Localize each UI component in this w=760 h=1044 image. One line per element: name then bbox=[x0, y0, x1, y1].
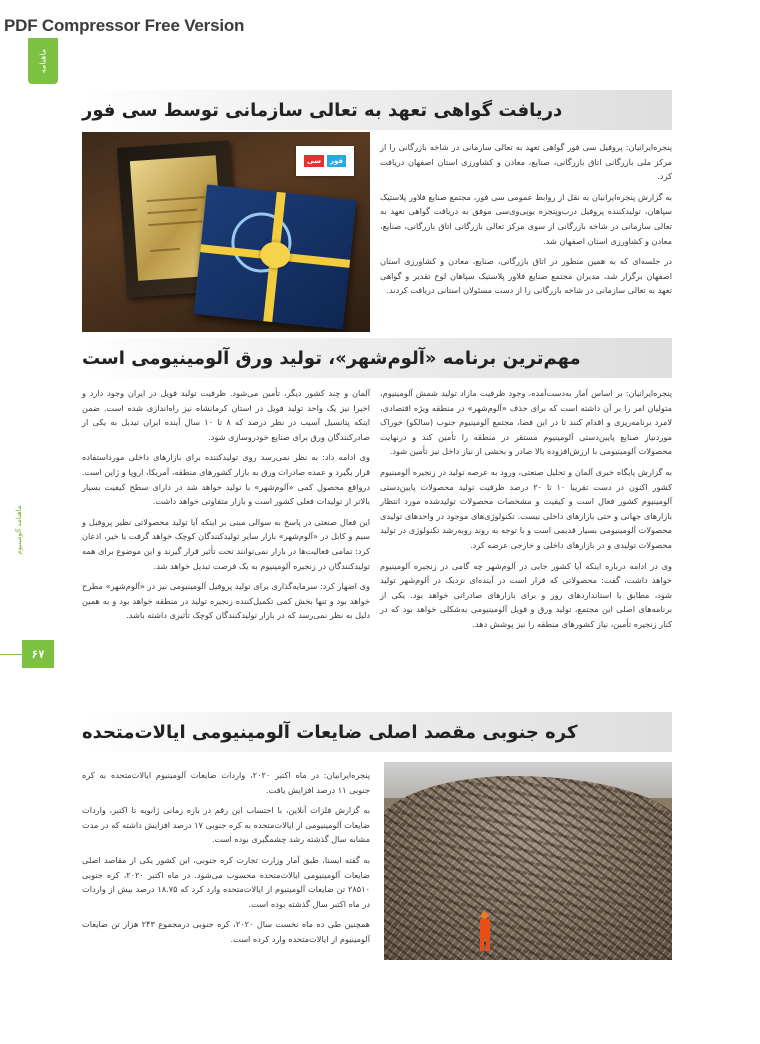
section2-right-column bbox=[380, 386, 672, 638]
paragraph: وی در ادامه درباره اینکه آیا کشور جایی در آلوم‌شهر چه گامی در زنجیره آلومینیوم خواهد داشت، گفت: محصولاتی که قرار است در آینده‌ای نزدیک در آلوم‌شهر تولید شود، مطابق با استانداردهای روز و برای بازارهای صادراتی خواهد بود. یکی از برنامه‌های اصلی این مجتمع، تولید ورق و فویل آلومینیومی به‌شکلی خواهد بود که در کنار زنجیره تأمین، نیاز کشورهای منطقه را نیز پوشش دهد. bbox=[380, 560, 672, 629]
section1-title: دریافت گواهی تعهد به تعالی سازمانی توسط سی فور bbox=[82, 90, 672, 130]
section3-title: کره جنوبی مقصد اصلی ضایعات آلومینیومی ایالات‌متحده bbox=[82, 712, 672, 752]
paragraph: به گزارش فلزات آنلاین، با احتساب این رقم در بازه زمانی ژانویه تا اکتبر، واردات ضایعات آلومینیومی از ایالات‌متحده به کره جنوبی ۱۷ درصد افزایش داشته که در مدت مشابه سال گذشته رشد چشمگیری بوده است. bbox=[82, 805, 370, 845]
side-vertical-label: ماهنامه آلومینیوم bbox=[15, 505, 23, 555]
paragraph: آلمان و چند کشور دیگر، تأمین می‌شود. ظرفیت تولید فویل در ایران وجود دارد و اخیرا نیز یک واحد تولید فویل در استان کرمانشاه نیز راه‌اندازی شده است. ضمن اینکه پتانسیل آسیب در نظر درصد که ۸ تا ۱۰ سال آینده ایران تبدیل به یکی از صادرکنندگان ورق برای صنایع خودروسازی شود. bbox=[82, 388, 371, 442]
page-number: ۶۷ bbox=[22, 640, 54, 668]
section3-body bbox=[82, 768, 370, 953]
paragraph: به گزارش پایگاه خبری آلمان و تحلیل صنعتی، ورود به عرصه تولید در زنجیره آلومینیوم کشور اکنون در دست تقریبا ۱۰ تا ۲۰ درصد ظرفیت تولید محصولات پایین‌دستی آلومینیوم کشور فعال است و کیفیت و مشخصات محصولات تولیدشده مورد انتظار بازارهای جهانی و حتی بازارهای داخلی نیست. تکنولوژی‌های موجود در واحدهای تولیدی محصولات آلومینیومی بسیار قدیمی است و با توجه به روند روبه‌رشد تکنولوژی در تولید محصولات تولیدی و در بازارهای داخلی و خارجی عرضه کرد. bbox=[380, 466, 672, 550]
paragraph: پنجره‌ایرانیان: بر اساس آمار به‌دست‌آمده، وجود ظرفیت مازاد تولید شمش آلومینیوم، متولیان امر را بر آن داشته است که برای حذف «آلوم‌شهر» در منطقه ویژه اقتصادی، لامرد برنامه‌ریزی و اقدام کنند تا در این فضا، مجتمع آلومینیوم جنوب (سالکو) خوراک موردنیاز صنایع پایین‌دستی آلومینیوم مستقر در منطقه را تأمین کند و درنهایت محصولات آلومینیومی با ارزش‌افزوده بالا صادر و بخشی از نیاز داخل نیز تأمین شود. bbox=[380, 388, 672, 457]
watermark-text: PDF Compressor Free Version bbox=[4, 16, 245, 35]
paragraph: به گزارش پنجره‌ایرانیان به نقل از روابط عمومی سی فور، مجتمع صنایع فلاور پلاستیک سپاهان، تولیدکننده پروفیل درب‌وپنجره یو‌پی‌وی‌سی موفق به دریافت گواهی تعهد به تعالی سازمانی در شاخه بازرگانی از سوی مرکز تعالی بازرگانی اتاق بازرگانی، صنایع، معادن و کشاورزی استان اصفهان شد. bbox=[380, 191, 672, 246]
scrap-pile-photo bbox=[384, 762, 672, 960]
brand-logo-part2: فور bbox=[327, 155, 346, 167]
section2-left-column bbox=[82, 386, 370, 629]
section1-body bbox=[380, 140, 672, 304]
paragraph: در جلسه‌ای که به همین منظور در اتاق بازرگانی، صنایع، معادن و کشاورزی استان اصفهان برگزار شد، مدیران مجتمع صنایع فلاور پلاستیک سپاهان لوح تقدیر و گواهی تعهد به تعالی سازمانی در شاخه بازرگانی را از دست مسئولان استانی دریافت کردند. bbox=[380, 256, 672, 296]
brand-logo-part1: سی bbox=[304, 155, 324, 167]
paragraph: پنجره‌ایرانیان: در ماه اکتبر ۲۰۲۰، واردات ضایعات آلومینیوم ایالات‌متحده به کره جنوبی ۱۱ درصد افزایش یافت. bbox=[82, 770, 371, 795]
page-number-rule bbox=[0, 654, 22, 655]
certificate-photo bbox=[82, 132, 370, 332]
paragraph: وی اضهار کرد: سرمایه‌گذاری برای تولید پروفیل آلومینیومی نیز در «آلوم‌شهر» مطرح خواهد بود و تنها بخش کمی تکمیل‌کننده زنجیره تولید در منطقه خواهد بود و به همین دلیل به نظر نمی‌رسد که در بازار تولیدکنندگان کوچک تأثیری داشته باشد. bbox=[82, 581, 370, 621]
section2-title: مهم‌ترین برنامه «آلوم‌شهر»، تولید ورق آلومینیومی است bbox=[82, 338, 672, 378]
paragraph: به گفته ایسنا، طبق آمار وزارت تجارت کره جنوبی، این کشور یکی از مقاصد اصلی ضایعات آلومینیومی ایالات‌متحده محسوب می‌شود. در ماه اکتبر ۲۰۲۰، کره جنوبی ۲۸۵۱۰ تن ضایعات آلومینیوم از ایالات‌متحده وارد کرد که ۱۸.۷۵ درصد بیش از واردات در ماه اکتبر سال گذشته بوده است. bbox=[82, 854, 371, 909]
paragraph: پنجره‌ایرانیان: پروفیل سی فور گواهی تعهد به تعالی سازمانی در شاخه بازرگانی را از مرکز ملی بازرگانی اتاق بازرگانی، صنایع، معادن و کشاورزی استان اصفهان دریافت کرد. bbox=[380, 142, 672, 182]
worker-figure bbox=[480, 912, 490, 952]
side-vertical-text bbox=[14, 430, 24, 630]
side-tab bbox=[28, 38, 58, 84]
side-tab-label: ماهنامه bbox=[38, 48, 48, 74]
gift-folder-image bbox=[194, 185, 357, 330]
paragraph: وی ادامه داد: به نظر نمی‌رسد روی تولیدکننده برای بازارهای داخلی مورداستفاده قرار بگیرد و عمده صادرات ورق به بازار کشورهای منطقه، آمریکا، اروپا و ژاپن است. درواقع محصول کمی «آلوم‌شهر» با تولید خواهد شد در دارای سطح کیفیت بسیار بالاتر از تولیدات فعلی کشور است و بازار متفاوتی خواهد داشت. bbox=[82, 452, 370, 507]
paragraph: همچنین طی ده ماه نخست سال ۲۰۲۰، کره جنوبی درمجموع ۲۴۳ هزار تن ضایعات آلومینیوم از ایالات‌متحده وارد کرده است. bbox=[82, 919, 371, 944]
paragraph: این فعال صنعتی در پاسخ به سوالی مبنی بر اینکه آیا تولید محصولاتی نظیر پروفیل و سیم و کابل در «آلوم‌شهر» بازار سایر تولیدکنندگان کوچک خواهد گرفت یا خیر، اذعان کرد: تمامی فعالیت‌ها در بازار نمی‌توانند تحت تأثیر قرار گیرند و این موضوع برای همه تولیدکنندگان در زنجیره آلومینیوم به یک فرصت تبدیل خواهد شد. bbox=[82, 516, 370, 571]
scrap-pile-image bbox=[384, 776, 672, 960]
brand-logo bbox=[296, 146, 354, 176]
